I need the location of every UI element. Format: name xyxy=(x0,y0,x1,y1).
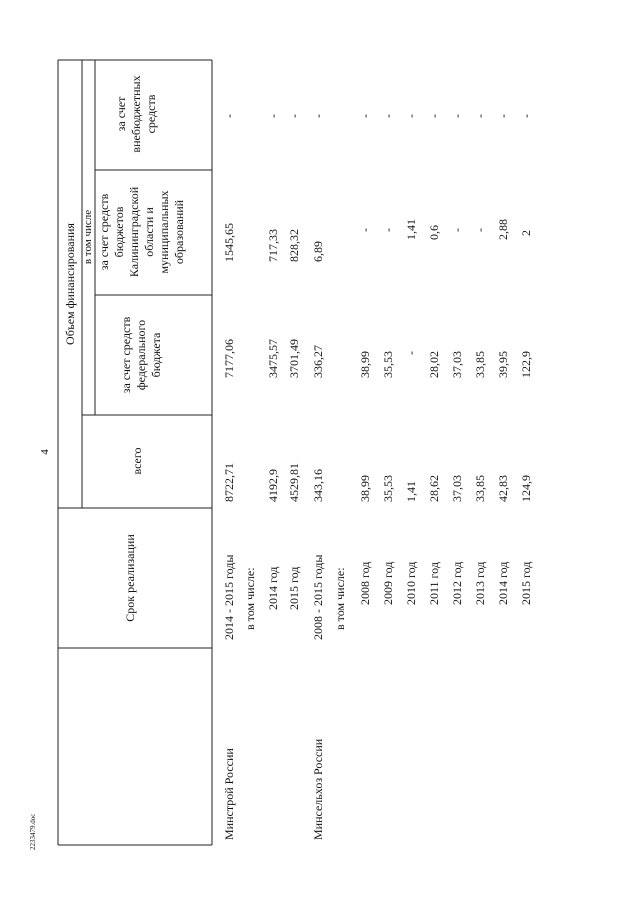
table-row xyxy=(266,114,280,610)
org-cell: Минсельхоз России xyxy=(311,738,325,840)
extra-cell: - xyxy=(381,114,395,118)
total-cell: 42,83 xyxy=(496,475,510,502)
header-regional-line: образований xyxy=(172,199,186,265)
header-federal xyxy=(119,316,163,393)
header-period: Срок реализации xyxy=(123,534,137,622)
header-federal-line: бюджета xyxy=(149,332,163,378)
total-cell: 4192,9 xyxy=(266,469,280,502)
regional-cell: 6,89 xyxy=(311,241,325,262)
regional-cell: 717,33 xyxy=(266,229,280,262)
org-cell: Минстрой России xyxy=(222,748,236,840)
header-extra-line: за счет xyxy=(114,96,128,132)
total-cell: 28,62 xyxy=(427,475,441,502)
extra-cell: - xyxy=(473,114,487,118)
table-row xyxy=(311,114,325,840)
header-extra xyxy=(114,75,158,152)
total-cell: 35,53 xyxy=(381,475,395,502)
extra-cell: - xyxy=(427,114,441,118)
period-cell: 2009 год xyxy=(381,561,395,605)
extra-cell: - xyxy=(266,114,280,118)
regional-cell: 828,32 xyxy=(287,229,301,262)
regional-cell: 2 xyxy=(519,230,533,236)
total-cell: 1,41 xyxy=(404,481,418,502)
header-extra-line: средств xyxy=(144,94,158,134)
federal-cell: - xyxy=(404,351,418,355)
regional-cell: 2,88 xyxy=(496,219,510,240)
header-funding-volume: Объем финансирования xyxy=(63,223,77,345)
header-regional-line: области и xyxy=(142,207,156,257)
regional-cell: 0,6 xyxy=(427,225,441,240)
period-cell: 2014 - 2015 годы xyxy=(222,554,236,640)
period-cell: 2010 год xyxy=(404,561,418,605)
table-row xyxy=(287,114,301,610)
extra-cell: - xyxy=(519,114,533,118)
federal-cell: 122,9 xyxy=(519,351,533,378)
table-row xyxy=(404,114,418,605)
table-row xyxy=(243,567,257,630)
extra-cell: - xyxy=(450,114,464,118)
extra-cell: - xyxy=(222,114,236,118)
table-body xyxy=(222,114,533,840)
header-regional xyxy=(97,186,186,277)
page-number: 4 xyxy=(39,449,51,455)
regional-cell: - xyxy=(473,228,487,232)
header-federal-line: за счет средств xyxy=(119,316,133,394)
total-cell: 33,85 xyxy=(473,475,487,502)
period-cell: 2015 год xyxy=(287,566,301,610)
table-row xyxy=(358,114,372,605)
regional-cell: 1,41 xyxy=(404,219,418,240)
header-total: всего xyxy=(130,447,144,475)
total-cell: 343,16 xyxy=(311,469,325,502)
extra-cell: - xyxy=(311,114,325,118)
total-cell: 38,99 xyxy=(358,475,372,502)
header-federal-line: федерального xyxy=(134,319,148,391)
period-cell: 2014 год xyxy=(496,561,510,605)
table-row xyxy=(519,114,533,605)
total-cell: 4529,81 xyxy=(287,463,301,502)
federal-cell: 35,53 xyxy=(381,351,395,378)
period-cell: 2011 год xyxy=(427,562,441,605)
period-cell: 2012 год xyxy=(450,561,464,605)
federal-cell: 28,02 xyxy=(427,351,441,378)
period-cell: 2008 год xyxy=(358,561,372,605)
regional-cell: - xyxy=(358,228,372,232)
header-including: в том числе xyxy=(82,209,94,265)
table-row xyxy=(473,114,487,605)
federal-cell: 3701,49 xyxy=(287,339,301,378)
table-row xyxy=(496,114,510,605)
total-cell: 124,9 xyxy=(519,475,533,502)
federal-cell: 3475,57 xyxy=(266,339,280,378)
header-regional-line: бюджетов xyxy=(112,206,126,258)
table-row xyxy=(381,114,395,605)
extra-cell: - xyxy=(496,114,510,118)
period-cell: 2013 год xyxy=(473,561,487,605)
total-cell: 8722,71 xyxy=(222,463,236,502)
federal-cell: 38,99 xyxy=(358,351,372,378)
regional-cell: - xyxy=(381,228,395,232)
period-cell: в том числе: xyxy=(333,567,347,630)
total-cell: 37,03 xyxy=(450,475,464,502)
extra-cell: - xyxy=(404,114,418,118)
extra-cell: - xyxy=(358,114,372,118)
period-cell: 2015 год xyxy=(519,561,533,605)
federal-cell: 336,27 xyxy=(311,345,325,378)
table-row xyxy=(333,567,347,630)
period-cell: 2014 год xyxy=(266,566,280,610)
federal-cell: 33,85 xyxy=(473,351,487,378)
regional-cell: 1545,65 xyxy=(222,223,236,262)
header-regional-line: Калининградской xyxy=(127,186,141,278)
federal-cell: 7177,06 xyxy=(222,339,236,378)
period-cell: в том числе: xyxy=(243,567,257,630)
table-row xyxy=(427,114,441,605)
header-regional-line: за счет средств xyxy=(97,193,111,271)
header-regional-line: муниципальных xyxy=(157,190,171,274)
period-cell: 2008 - 2015 годы xyxy=(311,554,325,640)
header-extra-line: внебюджетных xyxy=(129,75,143,153)
table-row xyxy=(222,114,236,840)
footer-filename: 2233479.doc xyxy=(29,813,37,850)
extra-cell: - xyxy=(287,114,301,118)
table-row xyxy=(450,114,464,605)
federal-cell: 39,95 xyxy=(496,351,510,378)
regional-cell: - xyxy=(450,228,464,232)
federal-cell: 37,03 xyxy=(450,351,464,378)
